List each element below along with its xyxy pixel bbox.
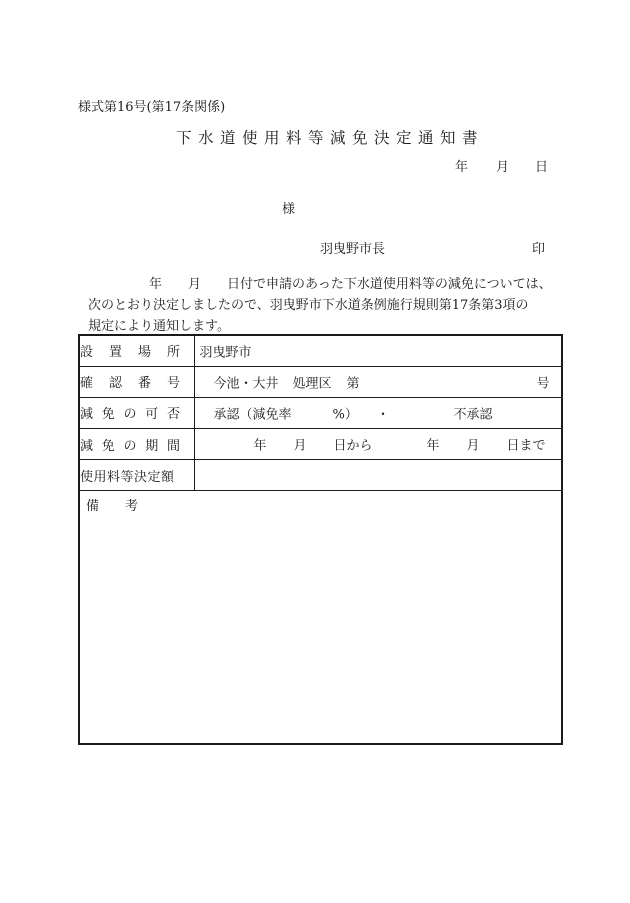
period-end-day: 日まで xyxy=(506,438,546,454)
label-char: 免 xyxy=(101,438,115,454)
row-amount xyxy=(79,460,562,491)
label-char: 所 xyxy=(166,345,180,361)
form-number: 様式第16号(第17条関係) xyxy=(78,100,226,115)
remarks-cell[interactable] xyxy=(79,491,562,744)
option-separator: ・ xyxy=(376,407,390,423)
approve-rate-close: %） xyxy=(332,407,358,423)
label-char: 免 xyxy=(101,407,115,423)
label-char: 場 xyxy=(137,345,151,361)
issuer-name: 羽曳野市長 xyxy=(320,242,386,257)
body-month: 月 xyxy=(188,277,202,292)
label-char: 否 xyxy=(166,407,180,423)
body-text-1: 日付で申請のあった下水道使用料等の減免については、 xyxy=(227,277,552,292)
label-char: 可 xyxy=(145,407,159,423)
approve-option[interactable]: 承認（減免率 xyxy=(213,407,292,423)
label-char: 設 xyxy=(80,345,94,361)
label-char: 間 xyxy=(166,438,180,454)
label-approval xyxy=(79,397,194,428)
issuer-seal: 印 xyxy=(532,242,546,257)
period-start-month: 月 xyxy=(293,438,307,454)
date-month: 月 xyxy=(496,160,510,175)
date-day: 日 xyxy=(535,160,549,175)
reject-option[interactable]: 不承認 xyxy=(453,407,493,423)
value-location[interactable] xyxy=(194,335,562,366)
treatment-zone: 処理区 xyxy=(292,376,332,392)
label-char: 減 xyxy=(80,407,94,423)
value-approval[interactable] xyxy=(194,397,562,428)
district-name: 今池・大井 xyxy=(213,376,279,392)
label-char: 認 xyxy=(108,376,122,392)
period-end-year: 年 xyxy=(426,438,440,454)
row-period xyxy=(79,429,562,460)
amount-label: 使用料等決定額 xyxy=(80,469,175,485)
paragraph-line-1 xyxy=(88,274,568,295)
period-start-day: 日から xyxy=(333,438,373,454)
row-approval xyxy=(79,397,562,428)
label-location xyxy=(79,335,194,366)
value-amount[interactable] xyxy=(194,460,562,491)
remarks-label-2: 考 xyxy=(125,499,139,515)
label-char: 号 xyxy=(166,376,180,392)
label-char: 減 xyxy=(80,438,94,454)
body-year: 年 xyxy=(149,277,163,292)
row-location xyxy=(79,335,562,366)
remarks-label-1: 備 xyxy=(86,499,100,515)
paragraph-line-3: 規定により通知します。 xyxy=(88,319,230,334)
addressee-suffix: 様 xyxy=(282,202,296,217)
label-char: の xyxy=(123,407,137,423)
period-start-year: 年 xyxy=(253,438,267,454)
value-period[interactable] xyxy=(194,429,562,460)
notice-table xyxy=(78,334,563,745)
label-char: 番 xyxy=(137,376,151,392)
label-char: 置 xyxy=(108,345,122,361)
row-confirmation xyxy=(79,366,562,397)
label-char: の xyxy=(123,438,137,454)
label-period xyxy=(79,429,194,460)
location-value: 羽曳野市 xyxy=(199,345,252,361)
paragraph-line-2: 次のとおり決定しましたので、羽曳野市下水道条例施行規則第17条第3項の xyxy=(88,298,529,313)
date-year: 年 xyxy=(455,160,469,175)
document-title: 下水道使用料等減免決定通知書 xyxy=(176,129,485,147)
value-confirmation[interactable] xyxy=(194,366,562,397)
label-confirmation xyxy=(79,366,194,397)
label-char: 期 xyxy=(145,438,159,454)
number-suffix: 号 xyxy=(536,376,550,392)
number-prefix: 第 xyxy=(346,376,360,392)
row-remarks xyxy=(79,491,562,744)
label-char: 確 xyxy=(80,376,94,392)
label-amount xyxy=(79,460,194,491)
notice-paragraph xyxy=(88,274,568,337)
period-end-month: 月 xyxy=(466,438,480,454)
